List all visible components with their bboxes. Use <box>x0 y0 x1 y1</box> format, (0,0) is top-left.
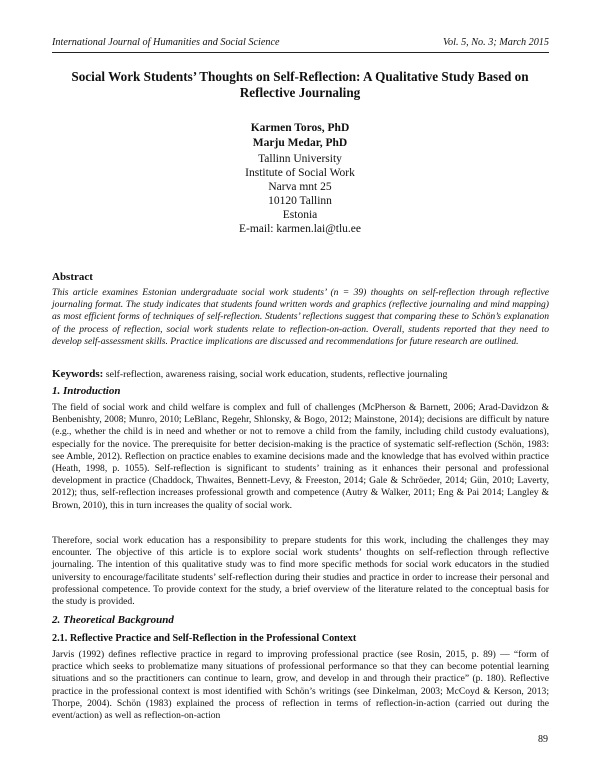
body-paragraph: Jarvis (1992) defines reflective practice in regard to improving professional practice (see Rosin, 2015, p. 89) — “form of practice which seeks to problematize many situations of professional performance so that they can become potential learning situations and so the practitioners can continue to learn, grow, and develop in and through their practice” (p. 180). Reflective practice in the professional context is most identified with Schön’s writings (see Dinkelman, 2003; McCoyd & Kerson, 2013; Thorpe, 2004). Schön (1983) explained the process of reflection in terms of reflection-in-action (carried out during the event/action) as well as reflection-on-action <box>52 649 549 722</box>
abstract-text <box>52 287 549 348</box>
affiliation-line: Tallinn University <box>258 153 342 165</box>
header-divider <box>52 52 549 53</box>
abstract-paragraph: This article examines Estonian undergraduate social work students’ (n = 39) thoughts on self-reflection through reflective journaling format. The study indicates that students found written words and graphics (reflective journaling and mind mapping) as most efficient forms of techniques of self-reflection. Students’ reflections suggest that comparing these to Schön’s explanation of the process of reflection, social work students relate to reflection-on-action. Overall, students reported that they need to develop self-assessment skills. Practice implications are discussed and recommendations for future research are outlined. <box>52 287 549 347</box>
paper-title: Social Work Students’ Thoughts on Self-Reflection: A Qualitative Study Based on Reflective Journaling <box>71 69 529 100</box>
introduction-paragraph-1 <box>52 402 549 512</box>
affiliation-block <box>150 152 450 236</box>
author-list <box>150 121 450 151</box>
author-email: E-mail: karmen.lai@tlu.ee <box>238 223 362 235</box>
journal-name: International Journal of Humanities and Social Science <box>52 37 280 48</box>
author-name: Karmen Toros, PhD <box>250 122 350 134</box>
page-number: 89 <box>538 734 548 745</box>
keywords-label: Keywords: <box>52 368 104 380</box>
issue-info: Vol. 5, No. 3; March 2015 <box>442 37 549 48</box>
keywords-line <box>52 368 549 381</box>
section-heading-introduction: 1. Introduction <box>52 385 121 397</box>
affiliation-line: Estonia <box>282 209 318 221</box>
affiliation-line: Institute of Social Work <box>245 167 355 179</box>
theoretical-paragraph <box>52 649 549 722</box>
abstract-heading: Abstract <box>52 271 93 283</box>
introduction-paragraph-2 <box>52 535 549 608</box>
keywords-text: self-reflection, awareness raising, social work education, students, reflective journaling <box>103 369 448 380</box>
running-header <box>52 37 549 49</box>
body-paragraph: Therefore, social work education has a responsibility to prepare students for this work, including the challenges they may encounter. The objective of this article is to explore social work students’ thoughts on self-reflection through reflective journaling. The intention of this qualitative study was to find more specific methods for social work educators in the studied university to encourage/facilitate students’ self-reflection during their studies and practice in order to increase their personal and professional competence. To provide context for the study, a brief overview of the literature related to the conceptual basis for the study is provided. <box>52 535 549 608</box>
subsection-heading: 2.1. Reflective Practice and Self-Reflection in the Professional Context <box>52 633 357 644</box>
section-heading-theoretical: 2. Theoretical Background <box>52 614 174 626</box>
body-paragraph: The field of social work and child welfare is complex and full of challenges (McPherson & Barnett, 2006; Arad-Davidzon & Benbenishty, 2008; Munro, 2010; LeBlanc, Regehr, Shlonsky, & Bogo, 2012; Mainstone, 2014); decisions are difficult by nature (e.g., whether the child is in need and whether or not to remove a child from the family, including child custody evaluations), especially for the novice. The prerequisite for better decision-making is the practice of systematic self-reflection (Schön, 1983: see Amble, 2012). Reflection on practice enables to examine decisions made and the knowledge that has evolved within practice (Heath, 1998, p. 1055). Self-reflection is significant to students’ training as it enhances their personal and professional development in practice (Chaddock, Thwaites, Bennett-Levy, & Freeston, 2014; Gale & Schröeder, 2014; Gün, 2010; Laverty, 2012); thus, self-reflection increases professional growth and competence (Autry & Walker, 2011; Eng & Pai 2014; Langley & Brown, 2010), this in turn increases the quality of social work. <box>52 402 549 511</box>
affiliation-line: 10120 Tallinn <box>268 195 332 207</box>
affiliation-line: Narva mnt 25 <box>268 181 332 193</box>
author-name: Marju Medar, PhD <box>252 137 348 149</box>
